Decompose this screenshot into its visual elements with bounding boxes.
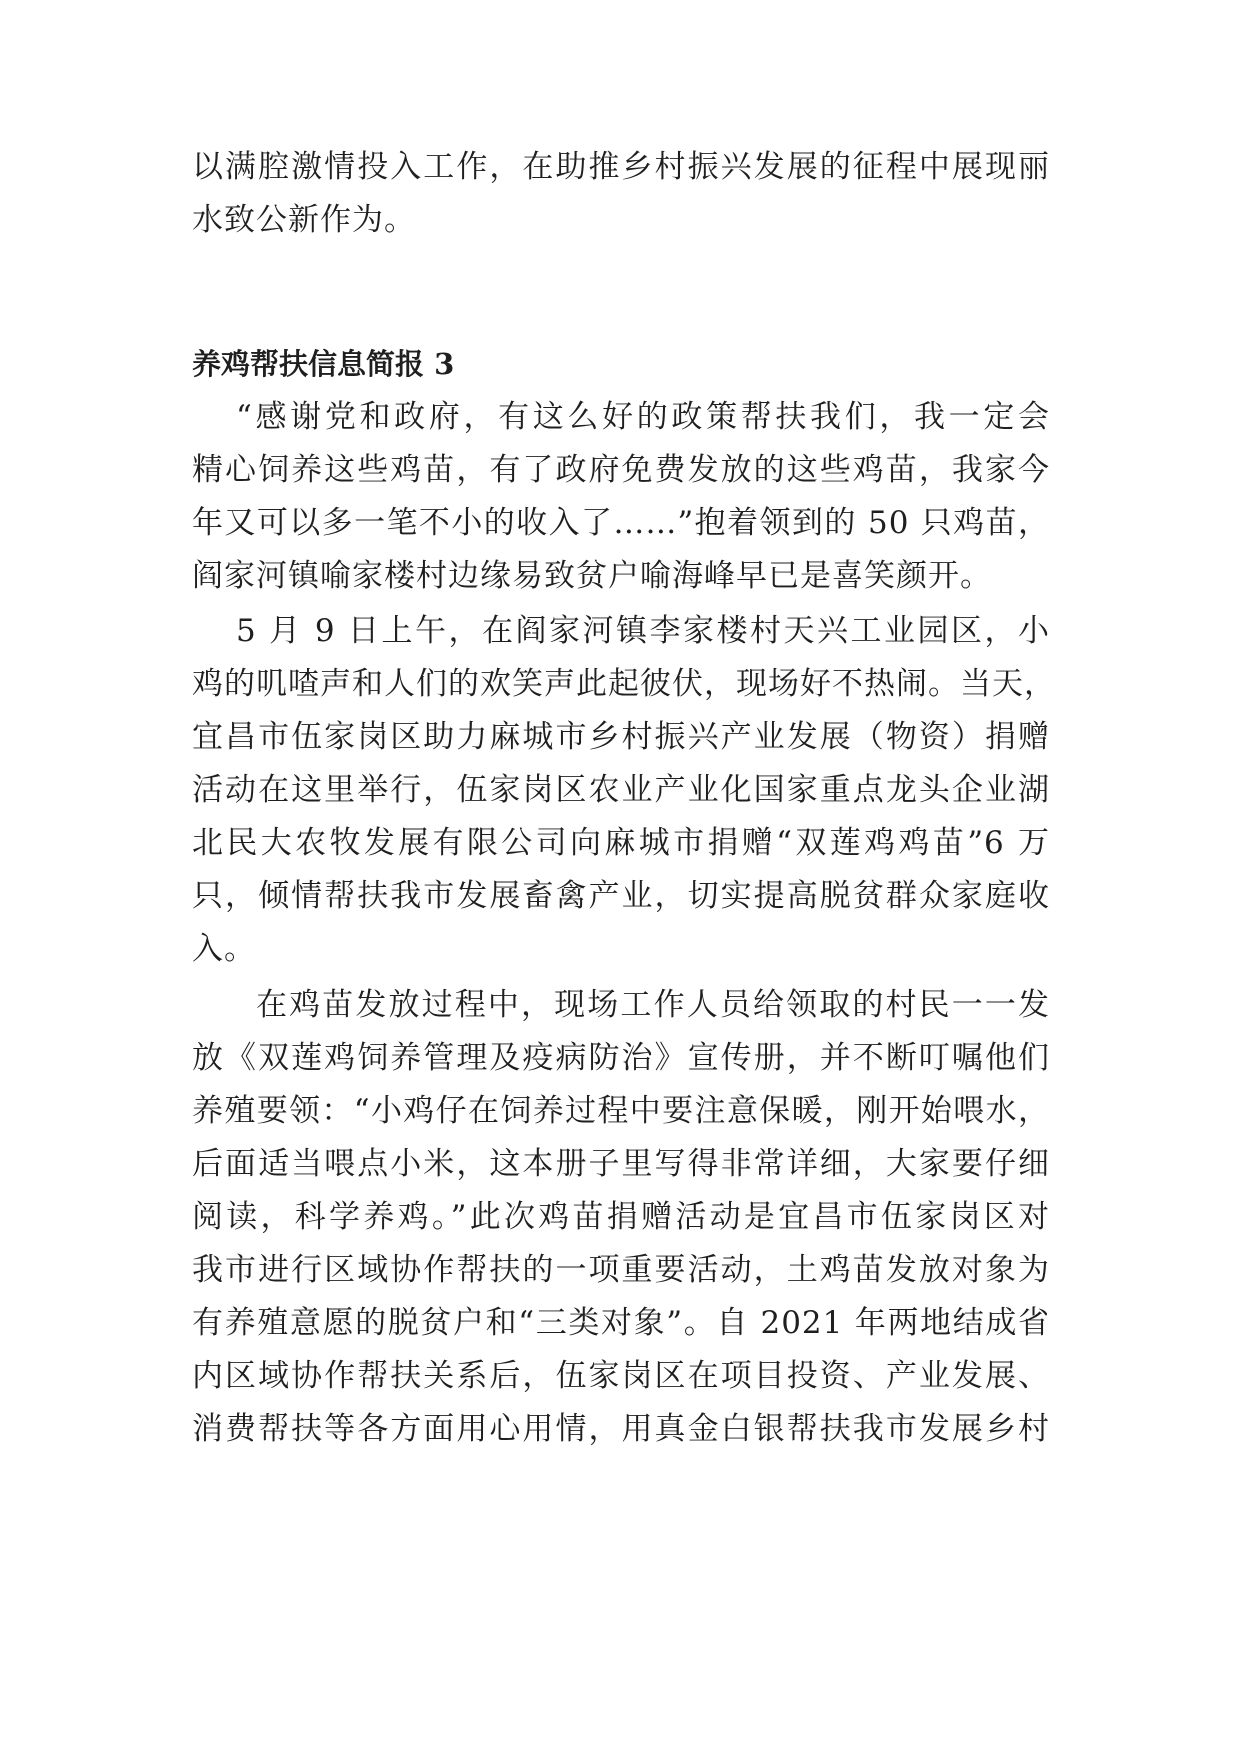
paragraph3-line-5: 阅读，科学养鸡。”此次鸡苗捐赠活动是宜昌市伍家岗区对	[192, 1199, 1050, 1235]
paragraph3-line-4: 后面适当喂点小米，这本册子里写得非常详细，大家要仔细	[192, 1146, 1050, 1182]
paragraph2-line-2: 鸡的叽喳声和人们的欢笑声此起彼伏，现场好不热闹。当天，	[192, 666, 1056, 702]
intro-line-1: 以满腔激情投入工作，在助推乡村振兴发展的征程中展现丽	[192, 149, 1050, 185]
section-heading: 养鸡帮扶信息简报 3	[192, 347, 455, 381]
paragraph2-line-5: 北民大农牧发展有限公司向麻城市捐赠“双莲鸡鸡苗”6 万	[192, 825, 1050, 861]
paragraph3-line-3: 养殖要领：“小鸡仔在饲养过程中要注意保暖，刚开始喂水，	[192, 1093, 1050, 1129]
paragraph3-line-8: 内区域协作帮扶关系后，伍家岗区在项目投资、产业发展、	[192, 1358, 1050, 1394]
paragraph2-line-4: 活动在这里举行，伍家岗区农业产业化国家重点龙头企业湖	[192, 772, 1050, 808]
paragraph2-line-1: 5 月 9 日上午，在阎家河镇李家楼村天兴工业园区，小	[236, 613, 1050, 649]
paragraph3-line-1: 在鸡苗发放过程中，现场工作人员给领取的村民一一发	[256, 987, 1050, 1023]
paragraph2-line-7: 入。	[192, 931, 256, 967]
paragraph2-line-3: 宜昌市伍家岗区助力麻城市乡村振兴产业发展（物资）捐赠	[192, 719, 1050, 755]
paragraph3-line-2: 放《双莲鸡饲养管理及疫病防治》宣传册，并不断叮嘱他们	[192, 1040, 1050, 1076]
paragraph3-line-7: 有养殖意愿的脱贫户和“三类对象”。自 2021 年两地结成省	[192, 1305, 1050, 1341]
paragraph3-line-6: 我市进行区域协作帮扶的一项重要活动，土鸡苗发放对象为	[192, 1252, 1050, 1288]
intro-line-2: 水致公新作为。	[192, 202, 416, 238]
paragraph1-line-1: “感谢党和政府，有这么好的政策帮扶我们，我一定会	[236, 399, 1050, 435]
paragraph1-line-4: 阎家河镇喻家楼村边缘易致贫户喻海峰早已是喜笑颜开。	[192, 558, 992, 594]
paragraph1-line-3: 年又可以多一笔不小的收入了……”抱着领到的 50 只鸡苗，	[192, 505, 1050, 541]
paragraph1-line-2: 精心饲养这些鸡苗，有了政府免费发放的这些鸡苗，我家今	[192, 452, 1050, 488]
paragraph2-line-6: 只，倾情帮扶我市发展畜禽产业，切实提高脱贫群众家庭收	[192, 878, 1050, 914]
paragraph3-line-9: 消费帮扶等各方面用心用情，用真金白银帮扶我市发展乡村	[192, 1411, 1050, 1447]
